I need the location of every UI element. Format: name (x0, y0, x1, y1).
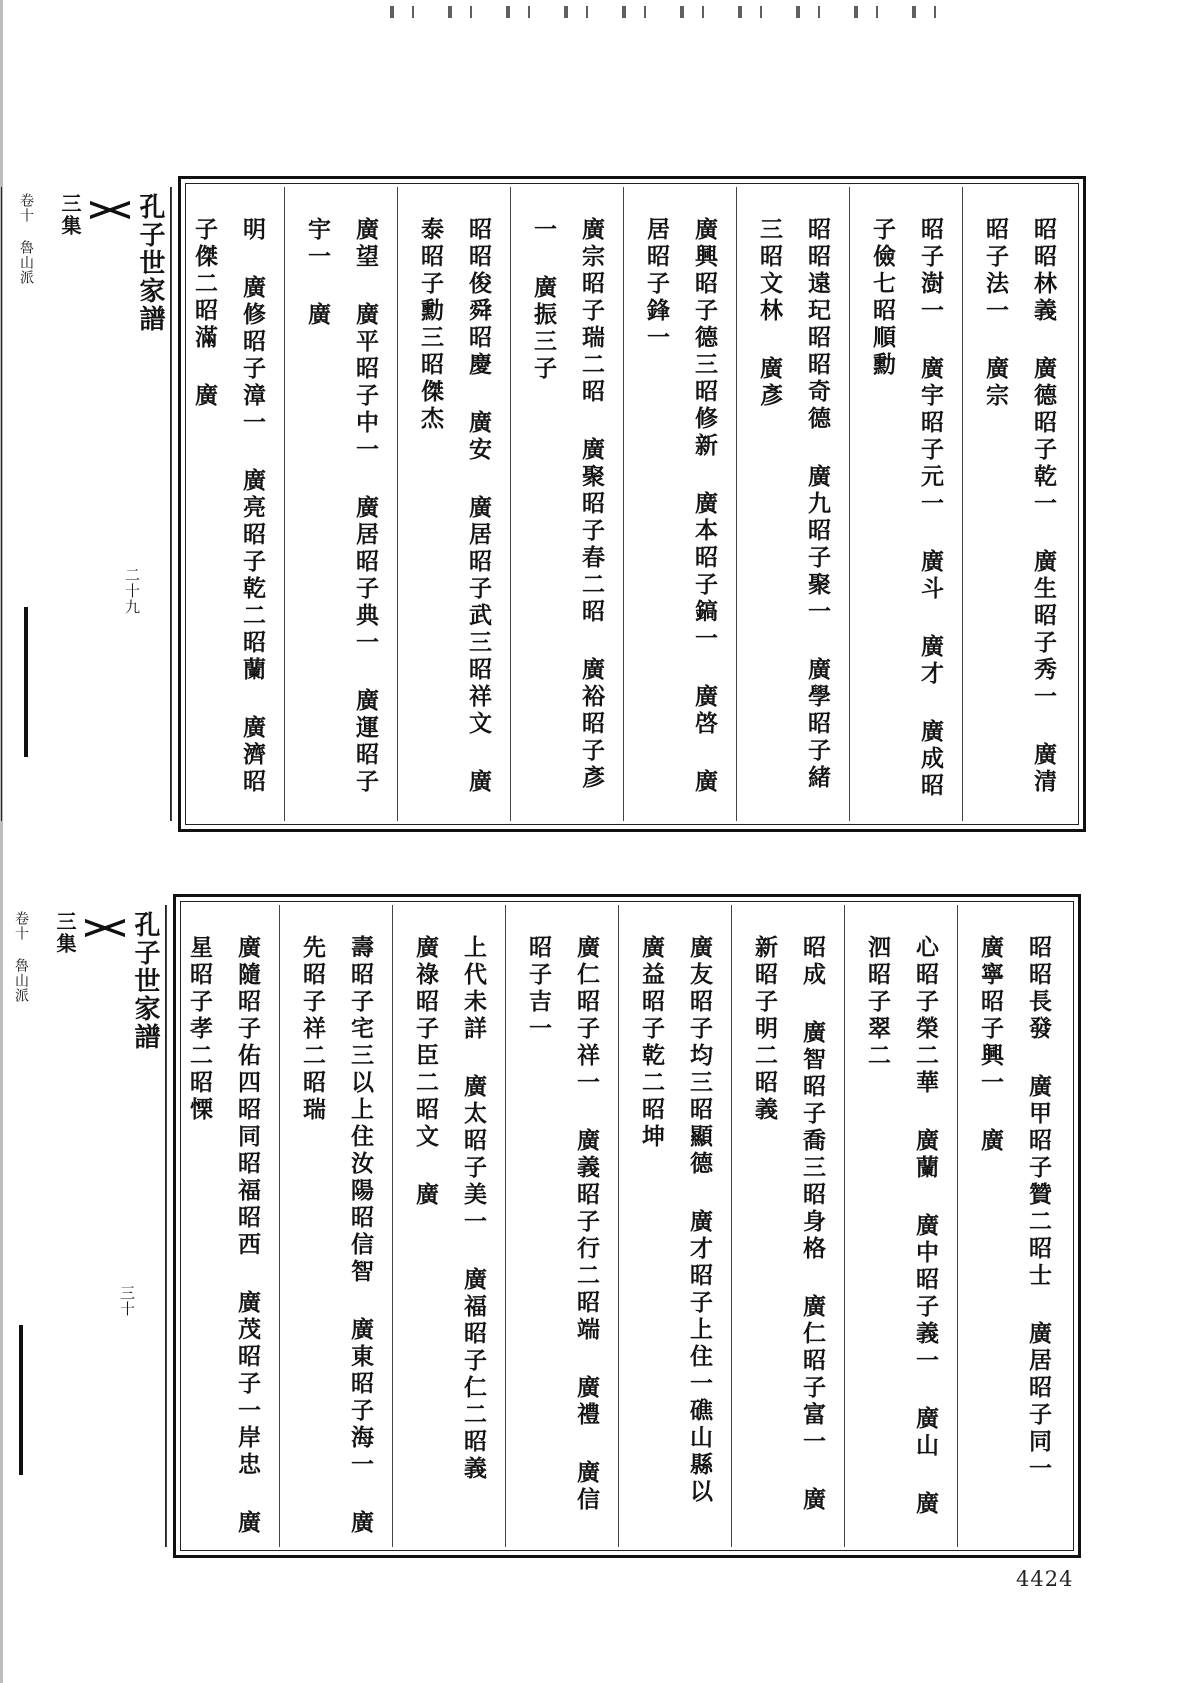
text-column: 昭昭遠玘昭昭奇德 廣九昭子聚一 廣學昭子緒三昭文林 廣彥 (736, 187, 849, 821)
cropped-header-strip (390, 6, 940, 18)
text-column: 廣仁昭子祥一 廣義昭子行二昭端 廣禮 廣信昭子吉一 (505, 905, 618, 1547)
folio-number: 三十 (118, 1285, 136, 1317)
book-title: 孔子世家譜 (135, 193, 165, 333)
text-column: 心昭子榮二華 廣蘭 廣中昭子義一 廣山 廣泗昭子翠二 (844, 905, 957, 1547)
text-column: 明 廣修昭子漳一 廣亮昭子乾二昭蘭 廣濟昭子傑二昭滿 廣 (171, 187, 284, 821)
page-number: 4424 (1016, 1567, 1074, 1591)
column-row (13, 905, 1070, 1547)
folio-number: 二十九 (123, 567, 141, 615)
volume-label: 三集 (53, 911, 77, 955)
genealogy-page-29 (18, 176, 1086, 832)
chapter-label: 卷十 魯山派 (18, 193, 34, 285)
text-column: 廣隨昭子佑四昭同昭福昭西 廣茂昭子一岸忠 廣星昭子孝二昭慄 (166, 905, 279, 1547)
text-column: 廣宗昭子瑞二昭 廣聚昭子春二昭 廣裕昭子彥一 廣振三子 (510, 187, 623, 821)
text-column: 昭昭長發 廣甲昭子贊二昭士 廣居昭子同一 廣寧昭子興一 廣 (957, 905, 1070, 1547)
genealogy-page-30 (13, 894, 1081, 1558)
book-title: 孔子世家譜 (130, 911, 160, 1051)
text-column: 昭昭俊舜昭慶 廣安 廣居昭子武三昭祥文 廣泰昭子勳三昭傑杰 (397, 187, 510, 821)
fishtail-mark (90, 197, 130, 223)
text-column: 廣興昭子德三昭修新 廣本昭子鎬一 廣啓 廣居昭子鋒一 (623, 187, 736, 821)
fold-column (0, 905, 166, 1547)
text-column: 廣友昭子均三昭顯德 廣才昭子上住一礁山縣以 廣益昭子乾二昭坤 (618, 905, 731, 1547)
fold-column (1, 187, 171, 821)
volume-label: 三集 (58, 193, 82, 237)
text-column (0, 187, 1, 821)
fishtail-mark (85, 915, 125, 941)
text-column: 昭成 廣智昭子喬三昭身格 廣仁昭子富一 廣新昭子明二昭義 (731, 905, 844, 1547)
column-row (18, 187, 1075, 821)
fold-bar (24, 607, 28, 757)
text-column: 昭子澍一 廣宇昭子元一 廣斗 廣才 廣成昭子儉七昭順勳 (849, 187, 962, 821)
text-column: 昭昭林義 廣德昭子乾一 廣生昭子秀一 廣清昭子法一 廣宗 (962, 187, 1075, 821)
chapter-label: 卷十 魯山派 (13, 911, 29, 1003)
text-column: 壽昭子宅三以上住汝陽昭信智 廣東昭子海一 廣先昭子祥二昭瑞 (279, 905, 392, 1547)
text-column: 上代未詳 廣太昭子美一 廣福昭子仁二昭義 廣祿昭子臣二昭文 廣 (392, 905, 505, 1547)
fold-bar (19, 1325, 23, 1475)
text-column: 廣望 廣平昭子中一 廣居昭子典一 廣運昭子宇一 廣 (284, 187, 397, 821)
